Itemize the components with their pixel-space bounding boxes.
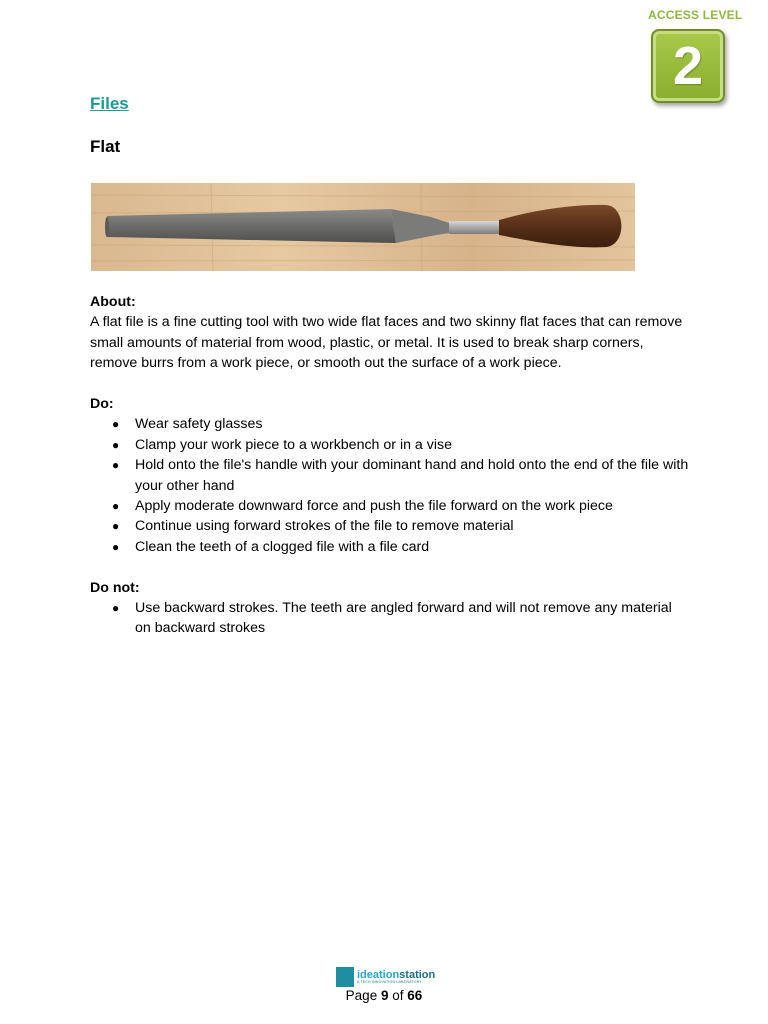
flat-file-photo	[91, 183, 635, 271]
subsection-title: Flat	[90, 137, 121, 156]
content-body	[90, 292, 690, 639]
access-level-label: ACCESS LEVEL	[648, 8, 743, 22]
ideation-station-logo	[336, 966, 435, 988]
logo-ideation-text: ideation	[357, 968, 400, 981]
list-item: ● Use backward strokes. The teeth are angled forward and will not remove any material on backward strokes	[112, 600, 672, 637]
do-not-label: Do not:	[90, 579, 140, 596]
do-not-list	[90, 598, 690, 639]
logo-tagline: A TECH INNOVATION LABORATORY	[357, 979, 422, 984]
bullet-icon: ●	[112, 437, 120, 452]
bullet-icon: ●	[112, 601, 120, 616]
logo-station-text: station	[399, 968, 436, 981]
do-label: Do:	[90, 396, 114, 413]
access-level-number: 2	[672, 36, 704, 96]
about-text: A flat file is a fine cutting tool with two wide flat faces and two skinny flat faces that can remove small amounts of material from wood, plastic, or metal. It is used to break sharp corners, remove burrs from a work piece, or smooth out the surface of a work piece.	[90, 314, 683, 372]
list-item: ● Hold onto the file's handle with your dominant hand and hold onto the end of the file with your other hand	[112, 457, 689, 494]
bullet-icon: ●	[112, 519, 120, 534]
section-title-link[interactable]: Files	[90, 94, 129, 113]
logo-emblem-icon	[336, 967, 354, 987]
bullet-icon: ●	[112, 458, 120, 473]
list-item: ● Clamp your work piece to a workbench or in a vise	[90, 435, 690, 455]
list-item: ● Continue using forward strokes of the file to remove material	[90, 516, 690, 536]
list-item: ● Apply moderate downward force and push the file forward on the work piece	[90, 496, 690, 516]
page-number: Page 9 of 66	[345, 988, 423, 1003]
bullet-icon: ●	[112, 499, 120, 514]
bullet-icon: ●	[112, 417, 120, 432]
list-item: ● Wear safety glasses	[90, 414, 690, 434]
access-level-badge	[651, 29, 725, 103]
about-label: About:	[90, 294, 136, 310]
do-list	[90, 414, 690, 557]
bullet-icon: ●	[112, 539, 120, 554]
list-item: ● Clean the teeth of a clogged file with a file card	[90, 537, 690, 557]
